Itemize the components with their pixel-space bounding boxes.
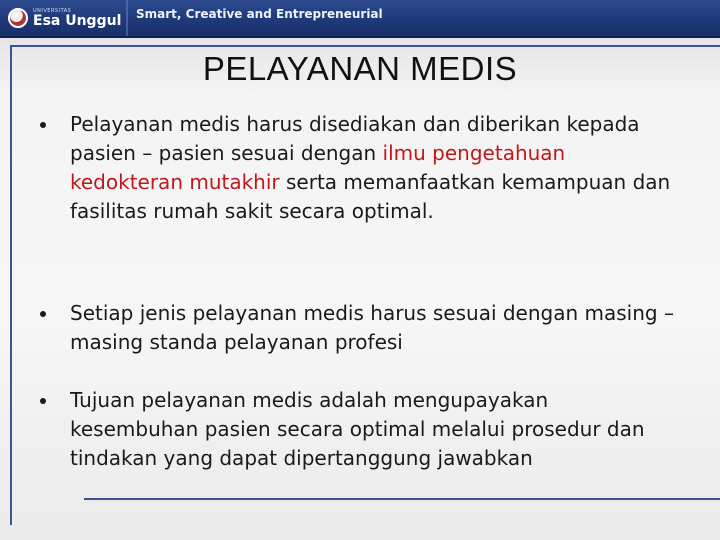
logo-small-text: UNIVERSITAS bbox=[33, 7, 72, 14]
bullet-dot-icon bbox=[40, 122, 46, 128]
bullet-1-text-before: Pelayanan medis harus disediakan dan diberikan kepada pasien – pasien sesuai dengan bbox=[70, 112, 640, 165]
frame-line-left bbox=[10, 45, 12, 525]
header-bar bbox=[0, 0, 720, 38]
frame-line-top bbox=[10, 45, 720, 47]
logo-text-group bbox=[33, 9, 121, 28]
bullet-1-highlight: ilmu pengetahuan kedokteran mutakhir bbox=[70, 141, 566, 194]
bullet-item-3 bbox=[40, 386, 680, 473]
header-tagline: Smart, Creative and Entrepreneurial bbox=[136, 7, 383, 21]
logo-emblem-icon bbox=[8, 8, 28, 28]
bullet-dot-icon bbox=[40, 311, 46, 317]
header-divider bbox=[126, 0, 128, 36]
frame-line-bottom bbox=[84, 498, 720, 500]
bullet-2-text: Setiap jenis pelayanan medis harus sesuai dengan masing – masing standa pelayanan profesi bbox=[70, 301, 674, 354]
bullet-dot-icon bbox=[40, 398, 46, 404]
logo-name: Esa Unggul bbox=[33, 12, 122, 29]
bullet-1-text-after: serta memanfaatkan kemampuan dan fasilitas rumah sakit secara optimal. bbox=[70, 170, 671, 223]
bullet-item-1 bbox=[40, 110, 680, 226]
university-logo bbox=[8, 3, 121, 33]
bullet-item-2 bbox=[40, 299, 680, 357]
slide-title: PELAYANAN MEDIS bbox=[202, 50, 518, 87]
bullet-3-text: Tujuan pelayanan medis adalah mengupayakan kesembuhan pasien secara optimal melalui prosedur dan tindakan yang dapat dipertanggung jawabkan bbox=[70, 388, 645, 470]
